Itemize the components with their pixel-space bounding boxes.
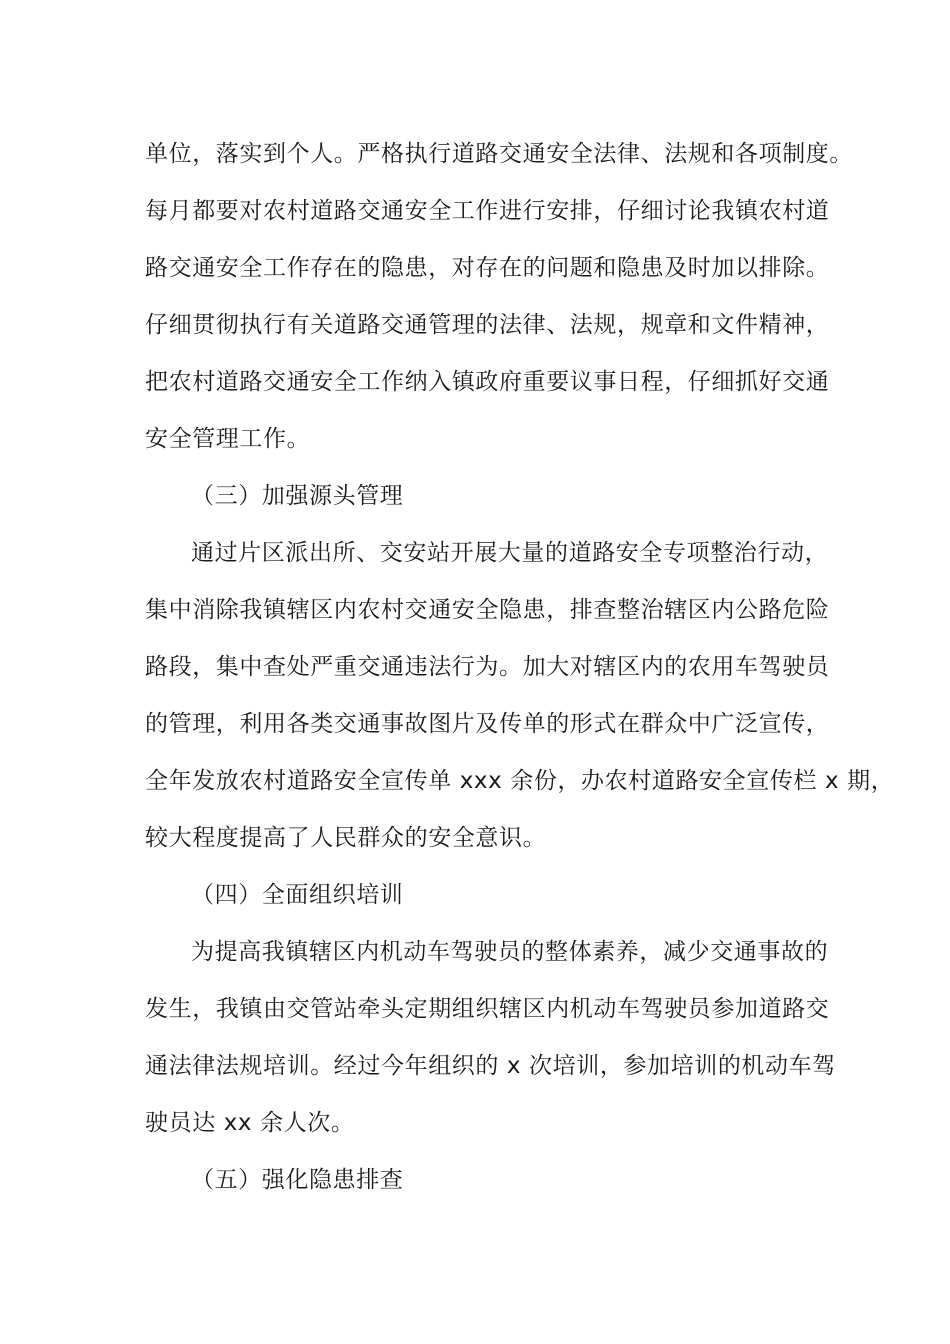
paragraph-line: 驶员达 xx 余人次。 (145, 1110, 355, 1136)
paragraph-line: 把农村道路交通安全工作纳入镇政府重要议事日程，仔细抓好交通 (145, 369, 830, 395)
paragraph-line: 通过片区派出所、交安站开展大量的道路安全专项整治行动， (191, 540, 829, 566)
paragraph-line: 路交通安全工作存在的隐患，对存在的问题和隐患及时加以排除。 (145, 255, 830, 281)
paragraph-line: 路段，集中查处严重交通违法行为。加大对辖区内的农用车驾驶员 (145, 654, 830, 680)
paragraph-line: 安全管理工作。 (145, 426, 311, 452)
document-body (145, 126, 895, 1209)
section-heading-3: （三）加强源头管理 (191, 483, 404, 509)
paragraph-line: 全年发放农村道路安全宣传单 xxx 余份，办农村道路安全宣传栏 x 期， (145, 768, 895, 794)
paragraph-line: 集中消除我镇辖区内农村交通安全隐患，排查整治辖区内公路危险 (145, 597, 830, 623)
paragraph-line: 单位，落实到个人。严格执行道路交通安全法律、法规和各项制度。 (145, 141, 853, 167)
paragraph-line: 通法律法规培训。经过今年组织的 x 次培训，参加培训的机动车驾 (145, 1053, 836, 1079)
paragraph-line: 为提高我镇辖区内机动车驾驶员的整体素养，减少交通事故的 (191, 939, 829, 965)
paragraph-line: 发生，我镇由交管站牵头定期组织辖区内机动车驾驶员参加道路交 (145, 996, 830, 1022)
paragraph-line: 仔细贯彻执行有关道路交通管理的法律、法规，规章和文件精神， (145, 312, 830, 338)
section-heading-5: （五）强化隐患排查 (191, 1167, 404, 1193)
section-heading-4: （四）全面组织培训 (191, 882, 404, 908)
paragraph-line: 的管理，利用各类交通事故图片及传单的形式在群众中广泛宣传， (145, 711, 830, 737)
paragraph-line: 每月都要对农村道路交通安全工作进行安排，仔细讨论我镇农村道 (145, 198, 830, 224)
paragraph-line: 较大程度提高了人民群众的安全意识。 (145, 825, 547, 851)
